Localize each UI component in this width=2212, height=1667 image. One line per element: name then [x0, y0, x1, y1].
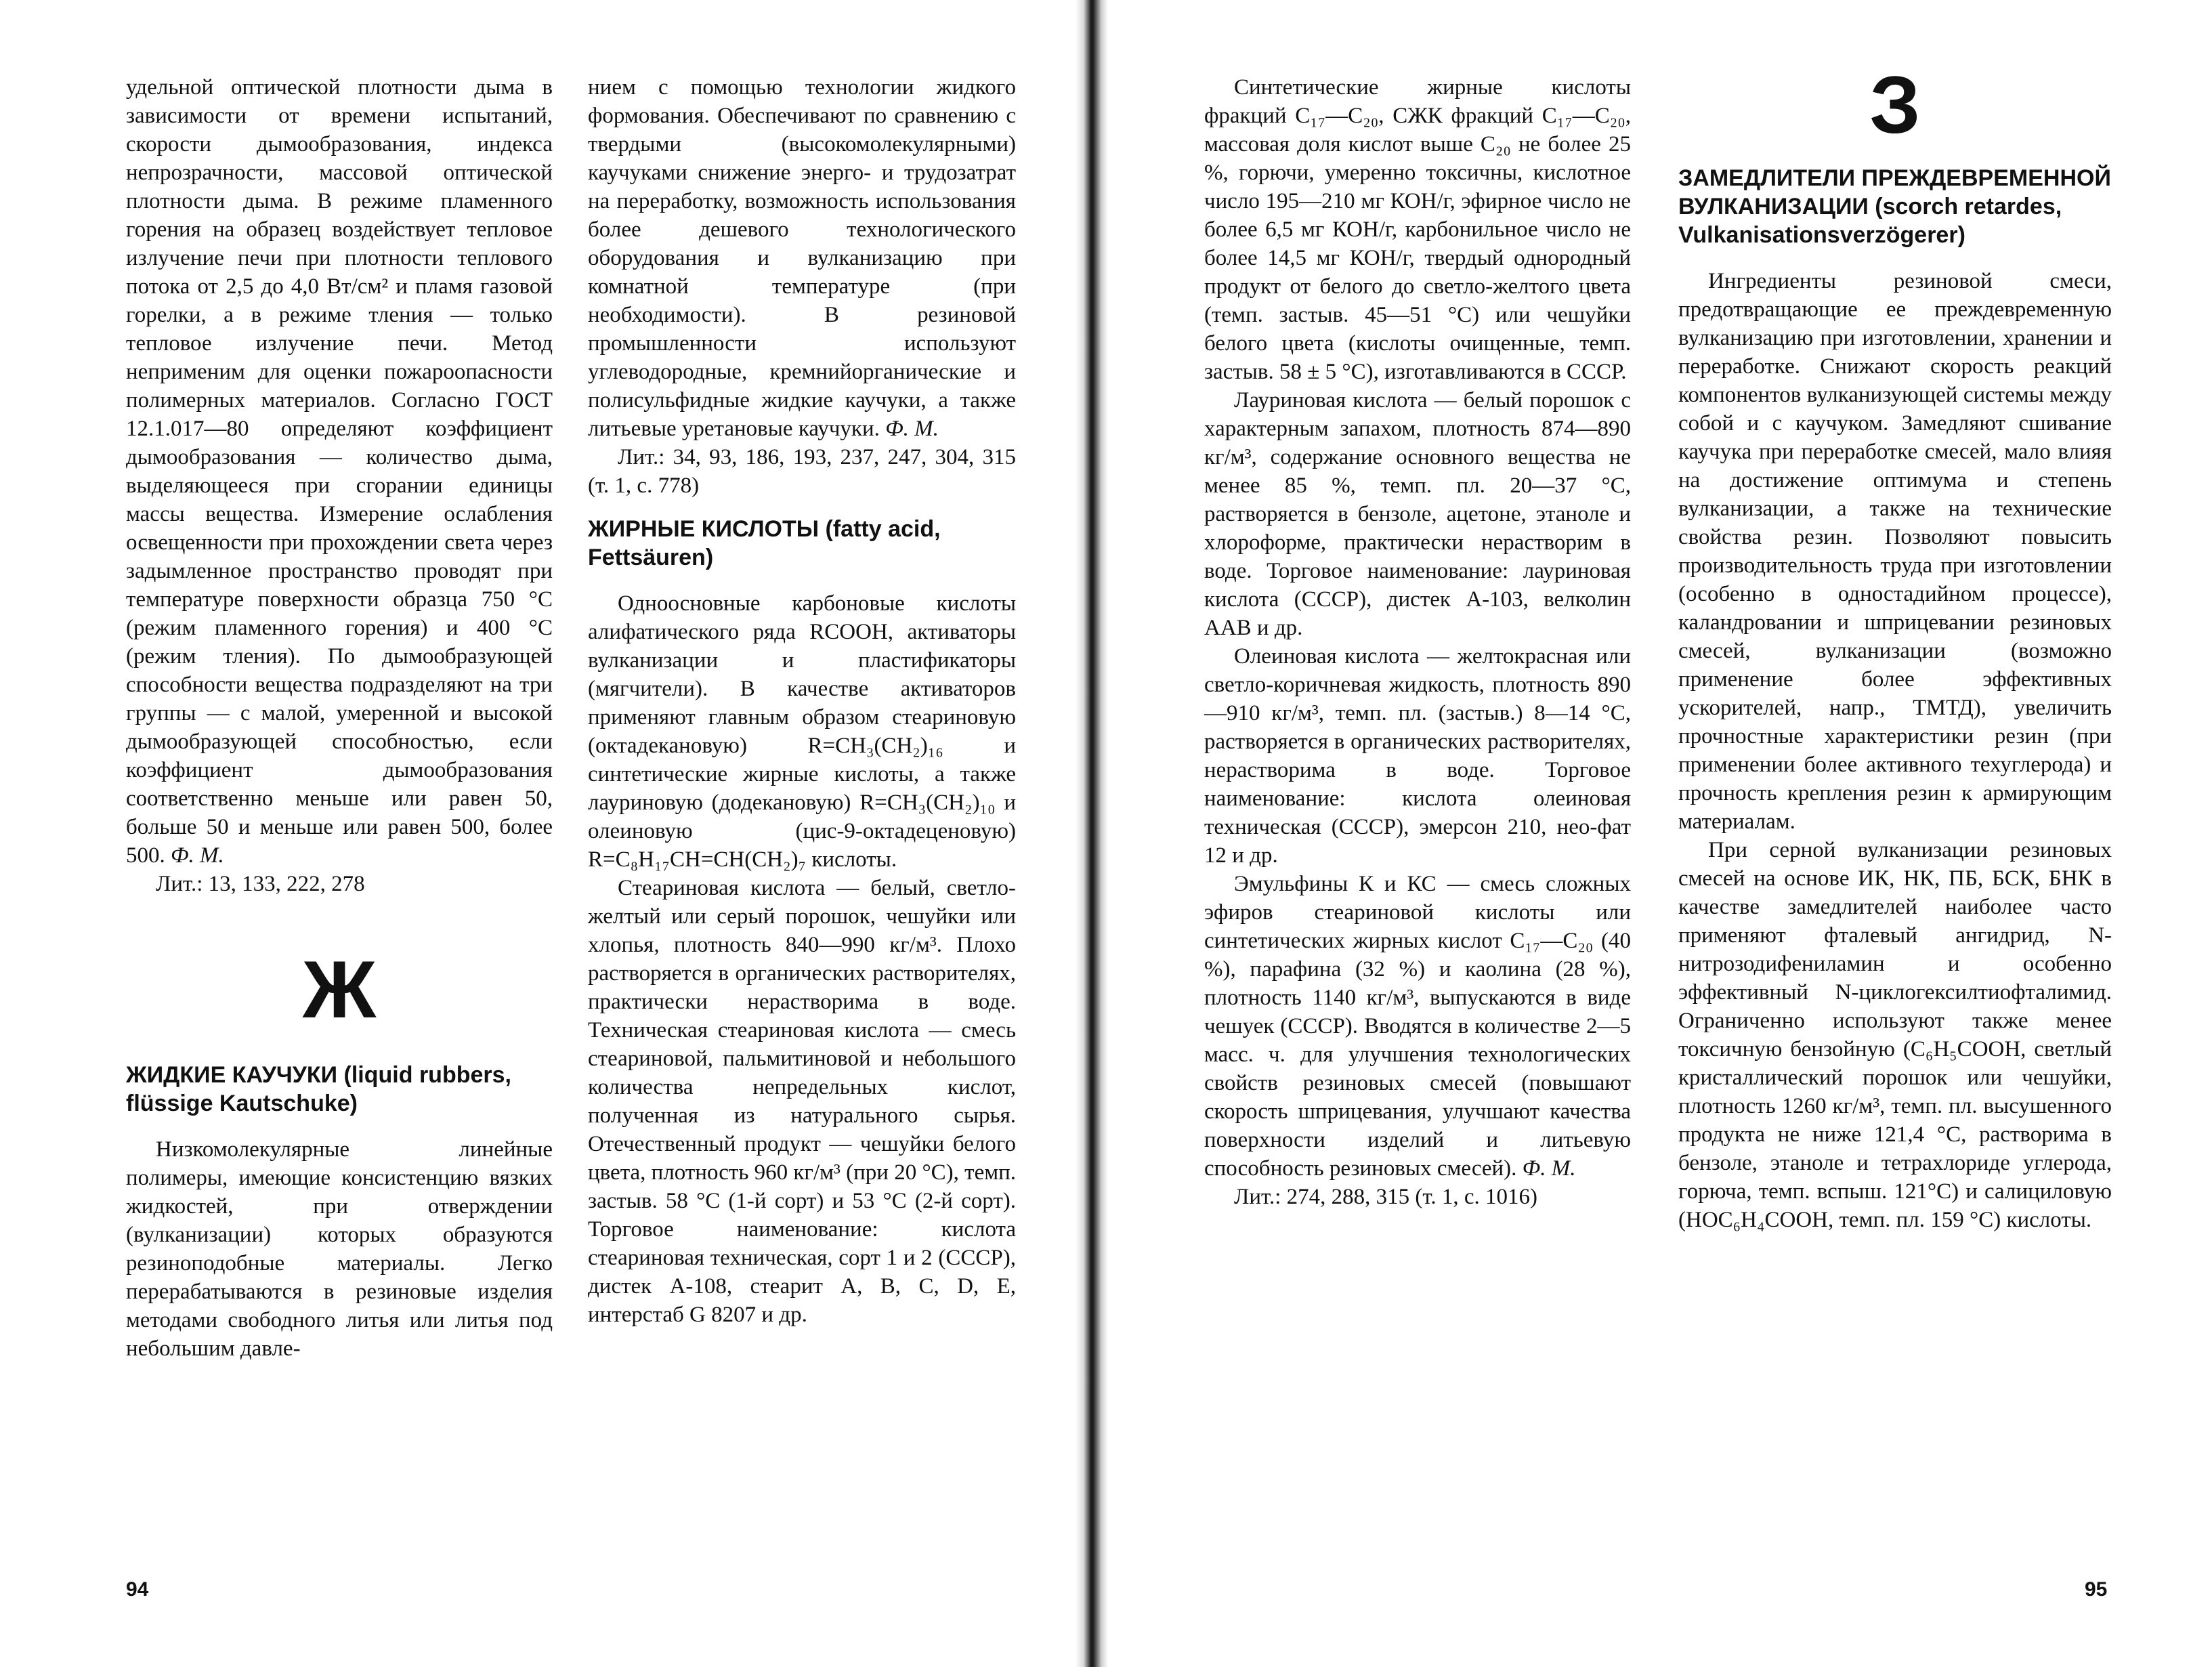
- paragraph: Олеиновая кислота — желтокрасная или светло-коричневая жидкость, плотность 890—910 кг/м³, темп. пл. (застыв.) 8—14 °С, растворяется в органических растворителях, нерастворима в воде. Торговое наименование: кислота олеиновая техническая (СССР), эмерсон 210, нео-фат 12 и др.: [1204, 644, 1631, 868]
- author-signature: Ф. М.: [171, 843, 224, 868]
- paragraph: Одноосновные карбоновые кислоты алифатического ряда RCOOH, активаторы вулканизации и пластификаторы (мягчители). В качестве активаторов применяют главным образом стеариновую (октадекановую) R=CH₃(CH₂)₁₆ и синтетические жирные кислоты, а также лауриновую (додекановую) R=CH₃(CH₂)₁₀ и олеиновую (цис-9-октадеценовую) R=C₈H₁₇CH=CH(CH₂)₇ кислоты.: [588, 591, 1016, 872]
- paragraph: нием с помощью технологии жидкого формования. Обеспечивают по сравнению с твердыми (высокомолекулярными) каучуками снижение энерго- и трудозатрат на переработку, возможность использования более дешевого технологического оборудования и вулканизацию при комнатной температуре (при необходимости). В резиновой промышленности используют углеводородные, кремнийорганические и полисульфидные жидкие каучуки, а также литьевые уретановые каучуки. Ф. М.: [588, 75, 1016, 441]
- paragraph: удельной оптической плотности дыма в зависимости от времени испытаний, скорости дымообразования, индекса непрозрачности, массовой оптической плотности дыма. В режиме пламенного горения на образец воздействует тепловое излучение печи при плотности теплового потока от 2,5 до 4,0 Вт/см² и пламя газовой горелки, а в режиме тления — только тепловое излучение печи. Метод неприменим для оценки пожароопасности полимерных материалов. Согласно ГОСТ 12.1.017—80 определяют коэффициент дымообразования — количество дыма, выделяющееся при сгорании единицы массы вещества. Измерение ослабления освещенности при прохождении света через задымленное пространство проводят при температуре поверхности образца 750 °С (режим пламенного горения) и 400 °С (режим тления). По дымообразующей способности вещества подразделяют на три группы — с малой, умеренной и высокой дымообразующей способностью, если коэффициент дымообразования соответственно меньше или равен 50, больше 50 и меньше или равен 500, более 500. Ф. М.: [126, 75, 553, 868]
- paragraph: При серной вулканизации резиновых смесей на основе ИК, НК, ПБ, БСК, БНК в качестве замедлителей наиболее часто применяют фталевый ангидрид, N-нитрозодифениламин и особенно эффективный N-циклогексилтиофталимид. Ограниченно используют также менее токсичную бензойную (C₆H₅COOH, светлый кристаллический порошок или чешуйки, плотность 1260 кг/м³, темп. пл. высушенного продукта не ниже 121,4 °С, растворима в бензоле, этаноле и тетрахлориде углерода, горюча, темп. вспыш. 121°С) и салициловую (HOC₆H₄COOH, темп. пл. 159 °С) кислоты.: [1678, 838, 2112, 1232]
- paragraph: Эмульфины К и КС — смесь сложных эфиров стеариновой кислоты или синтетических жирных кислот С₁₇—С₂₀ (40 %), парафина (32 %) и каолина (28 %), плотность 1140 кг/м³, выпускаются в виде чешуек (СССР). Вводятся в количестве 2—5 масс. ч. для улучшения технологических свойств резиновых смесей (повышают скорость шприцевания, улучшают качества поверхности изделий и литьевую способность резиновых смесей). Ф. М.: [1204, 872, 1631, 1181]
- column-4: [1678, 61, 2112, 1234]
- section-letter: З: [1869, 60, 1921, 150]
- author-signature: Ф. М.: [1522, 1156, 1576, 1181]
- book-gutter: [1076, 0, 1108, 1667]
- paragraph: Синтетические жирные кислоты фракций С₁₇—С₂₀, СЖК фракций С₁₇—С₂₀, массовая доля кислот выше С₂₀ не более 25 %, горючи, умеренно токсичны, кислотное число 195—210 мг КОН/г, эфирное число не более 6,5 мг КОН/г, карбонильное число не более 14,5 мг КОН/г, твердый однородный продукт от белого до светло-желтого цвета (темп. застыв. 45—51 °С) или чешуйки белого цвета (кислоты очищенные, темп. застыв. 58 ± 5 °С), изготавливаются в СССР.: [1204, 75, 1631, 384]
- column-2: [588, 73, 1016, 1329]
- entry-title: ЗАМЕДЛИТЕЛИ ПРЕЖДЕВРЕМЕННОЙ ВУЛКАНИЗАЦИИ (scorch retardes, Vulkanisationsverzögerer): [1678, 165, 2111, 248]
- entry-text: Низкомолекулярные линейные полимеры, имеющие консистенцию вязких жидкостей, при отверждении (вулканизации) которых образуются резиноподобные материалы. Легко перерабатываются в резиновые изделия методами свободного литья или литья под небольшим давле-: [126, 1137, 553, 1361]
- column-3: [1204, 73, 1631, 1211]
- paragraph: Лауриновая кислота — белый порошок с характерным запахом, плотность 874—890 кг/м³, содержание основного вещества не менее 85 %, темп. пл. 20—37 °С, растворяется в бензоле, ацетоне, этаноле и хлороформе, практически нерастворим в воде. Торговое наименование: лауриновая кислота (СССР), дистек А-103, велколин ААВ и др.: [1204, 388, 1631, 640]
- page-number: 94: [126, 1578, 149, 1601]
- entry-title: ЖИРНЫЕ КИСЛОТЫ (fatty acid, Fettsäuren): [588, 516, 941, 570]
- literature-refs: Лит.: 34, 93, 186, 193, 237, 247, 304, 315 (т. 1, с. 778): [588, 445, 1016, 498]
- entry-title: ЖИДКИЕ КАУЧУКИ (liquid rubbers, flüssige Kautschuke): [126, 1062, 511, 1116]
- literature-refs: Лит.: 274, 288, 315 (т. 1, с. 1016): [1234, 1185, 1537, 1209]
- left-page: [0, 0, 1070, 1667]
- section-letter: Ж: [302, 944, 377, 1035]
- column-1: [126, 73, 553, 1363]
- page-number: 95: [2085, 1578, 2108, 1601]
- paragraph: Стеариновая кислота — белый, светло-желтый или серый порошок, чешуйки или хлопья, плотность 840—990 кг/м³. Плохо растворяется в органических растворителях, практически нерастворима в воде. Техническая стеариновая кислота — смесь стеариновой, пальмитиновой и небольшого количества непредельных кислот, полученная из натурального сырья. Отечественный продукт — чешуйки белого цвета, плотность 960 кг/м³ (при 20 °С), темп. застыв. 58 °С (1-й сорт) и 53 °С (2-й сорт). Торговое наименование: кислота стеариновая техническая, сорт 1 и 2 (СССР), дистек А-108, стеарит А, В, С, D, Е, интерстаб G 8207 и др.: [588, 876, 1017, 1327]
- right-page: [1111, 0, 2212, 1667]
- literature-refs: Лит.: 13, 133, 222, 278: [156, 872, 365, 896]
- paragraph: Ингредиенты резиновой смеси, предотвращающие ее преждевременную вулканизацию при изготовлении, хранении и переработке. Снижают скорость реакций компонентов вулканизующей системы между собой и с каучуком. Замедляют сшивание каучука при переработке смесей, мало влияя на достижение оптимума и степень вулканизации, а также на технические свойства резин. Позволяют повысить производительность труда при изготовлении (особенно в одностадийном процессе), каландровании и шприцевании резиновых смесей, вулканизации (возможно применение более эффективных ускорителей, напр., ТМТД), увеличить прочностные характеристики резин (при применении более активного техуглерода) и прочность крепления резин к армирующим материалам.: [1678, 269, 2112, 834]
- author-signature: Ф. М.: [885, 417, 939, 441]
